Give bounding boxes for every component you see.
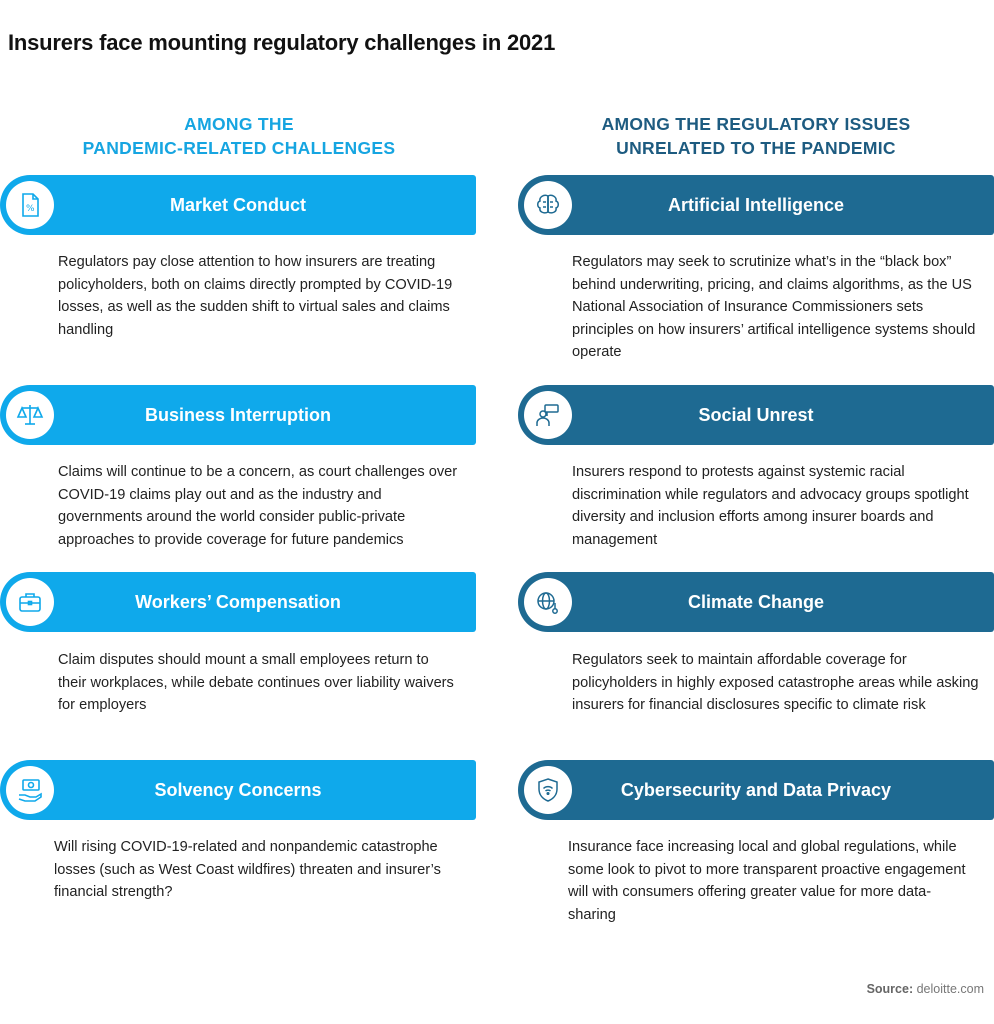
svg-text:%: % — [26, 204, 35, 214]
percent-document-icon — [6, 181, 54, 229]
card-label: Market Conduct — [169, 194, 306, 215]
card-description: Regulators pay close attention to how insurers are treating policyholders, both on claims directly prompted by COVID-19 losses, as well as the sudden shift to virtual sales and claims handling — [58, 254, 453, 338]
source-label: Source: — [866, 982, 914, 996]
card-description: Claim disputes should mount a small employees return to their workplaces, while debate continues over liability waivers for employers — [58, 652, 454, 714]
protester-sign-icon — [524, 391, 572, 439]
card-business-interruption — [0, 385, 476, 445]
card-description: Claims will continue to be a concern, as court challenges over COVID-19 claims play out and as the industry and governments around the world consider public-private approaches to provide coverage for future pandemics — [58, 464, 458, 548]
card-market-conduct — [0, 175, 476, 235]
card-artificial-intelligence — [518, 175, 994, 235]
card-label: Social Unrest — [698, 404, 814, 425]
card-solvency-concerns — [0, 760, 476, 820]
card-description: Insurers respond to protests against systemic racial discrimination while regulators and advocacy groups spotlight diversity and inclusion efforts among insurer boards and management — [572, 464, 969, 548]
briefcase-icon — [6, 578, 54, 626]
card-label: Workers’ Compensation — [135, 591, 341, 612]
shield-wifi-icon — [524, 766, 572, 814]
card-label: Climate Change — [687, 591, 825, 612]
card-social-unrest — [518, 385, 994, 445]
card-label: Business Interruption — [144, 404, 332, 425]
card-label: Solvency Concerns — [154, 779, 322, 800]
page-title: Insurers face mounting regulatory challenges in 2021 — [8, 30, 556, 55]
right-heading-line1: AMONG THE REGULATORY ISSUES — [601, 114, 911, 134]
globe-thermometer-icon — [524, 578, 572, 626]
card-label: Artificial Intelligence — [667, 194, 845, 215]
source-value: deloitte.com — [916, 982, 984, 996]
card-description: Insurance face increasing local and global regulations, while some look to pivot to more transparent proactive engagement will with consumers offering greater value for more data-sharing — [568, 839, 966, 923]
right-heading-line2: UNRELATED TO THE PANDEMIC — [616, 138, 896, 158]
card-cybersecurity-data-privacy — [518, 760, 994, 820]
card-climate-change — [518, 572, 994, 632]
card-description: Regulators seek to maintain affordable coverage for policyholders in highly exposed catastrophe areas while asking insurers for financial disclosures specific to climate risk — [572, 652, 979, 714]
card-description: Regulators may seek to scrutinize what’s in the “black box” behind underwriting, pricing, and claims algorithms, as the US National Association of Insurance Commissioners sets principles on how insurers’ artifical intelligence systems should operate — [572, 254, 976, 361]
left-heading-line2: PANDEMIC-RELATED CHALLENGES — [82, 138, 396, 158]
card-label: Cybersecurity and Data Privacy — [620, 779, 892, 800]
hand-money-icon — [6, 766, 54, 814]
left-column-heading — [8, 112, 470, 160]
left-heading-line1: AMONG THE — [184, 114, 294, 134]
brain-icon — [524, 181, 572, 229]
card-description: Will rising COVID-19-related and nonpandemic catastrophe losses (such as West Coast wildfires) threaten and insurer’s financial strength? — [54, 839, 441, 901]
card-workers-compensation — [0, 572, 476, 632]
right-column-heading — [520, 112, 992, 160]
source-credit — [867, 982, 984, 996]
scales-icon — [6, 391, 54, 439]
